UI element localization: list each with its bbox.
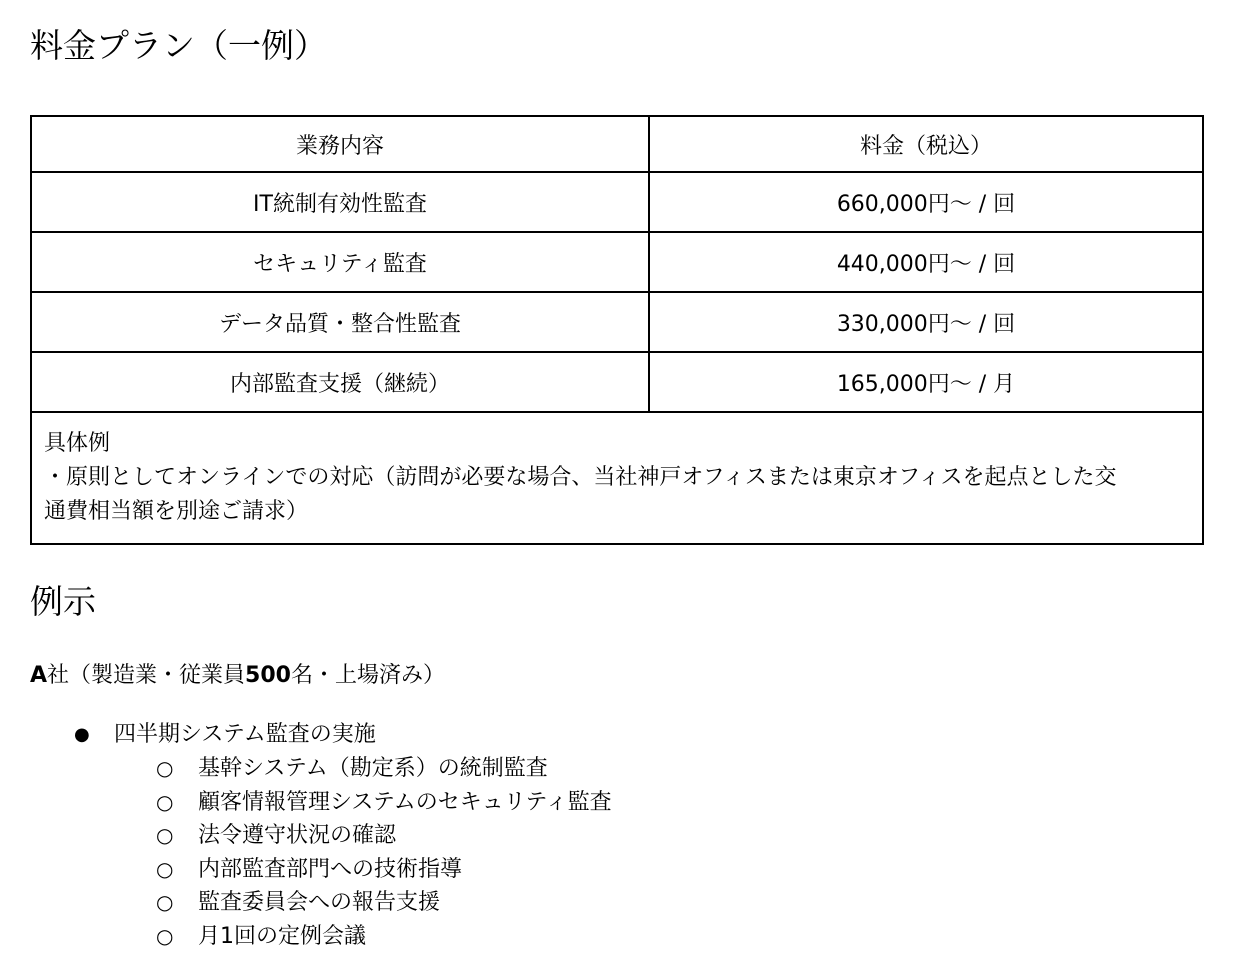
sub-item-label: 基幹システム（勘定系）の統制監査 [198,756,548,781]
sub-item-label: 顧客情報管理システムのセキュリティ監査 [198,789,612,815]
note-cell [31,412,1203,544]
table-header-row [31,116,1203,172]
company-description [30,661,445,691]
pricing-plan-title: 料金プラン（一例） [30,26,327,65]
sub-item-label: 月1回の定例会議 [198,923,366,949]
sub-item-label: 監査委員会への報告支援 [198,890,441,915]
price-cell: 660,000円～ / 回 [649,172,1203,232]
table-row [31,232,1203,292]
bullet-icon: ● [74,724,90,745]
employee-count: 500 [245,663,291,688]
service-cell: セキュリティ監査 [31,232,649,292]
service-list [30,718,612,953]
price-cell: 330,000円～ / 回 [649,292,1203,352]
table-note-row [31,412,1203,544]
price-cell: 165,000円～ / 月 [649,352,1203,412]
note-heading: 具体例 [44,431,111,456]
service-cell: 内部監査支援（継続） [31,352,649,412]
company-letter: A [30,663,48,688]
list-item [114,886,612,920]
note-line: ・原則としてオンラインでの対応（訪問が必要な場合、当社神戸オフィスまたは東京オフィスを起点とした交 [44,465,1117,490]
circle-bullet-icon: ○ [156,856,174,881]
circle-bullet-icon: ○ [156,789,174,814]
list-item [30,718,612,953]
circle-bullet-icon: ○ [156,823,174,847]
sub-list [114,752,612,953]
table-row [31,292,1203,352]
service-cell: IT統制有効性監査 [31,172,649,232]
list-item [114,920,612,954]
main-item-label: 四半期システム監査の実施 [114,722,376,747]
table-row [31,352,1203,412]
circle-bullet-icon: ○ [156,890,174,914]
company-info: 社（製造業・従業員 [47,663,246,688]
pricing-table [30,115,1204,545]
header-price: 料金（税込） [649,116,1203,172]
sub-item-label: 法令遵守状況の確認 [198,823,397,848]
circle-bullet-icon: ○ [156,923,174,948]
example-title: 例示 [30,582,96,621]
circle-bullet-icon: ○ [156,756,174,780]
company-suffix: 名・上場済み） [290,663,445,688]
service-cell: データ品質・整合性監査 [31,292,649,352]
price-cell: 440,000円～ / 回 [649,232,1203,292]
list-item [114,853,612,887]
note-line: 通費相当額を別途ご請求） [44,499,309,524]
header-service: 業務内容 [31,116,649,172]
list-item [114,786,612,820]
list-item [114,752,612,786]
list-item [114,819,612,853]
table-row [31,172,1203,232]
sub-item-label: 内部監査部門への技術指導 [198,856,463,882]
